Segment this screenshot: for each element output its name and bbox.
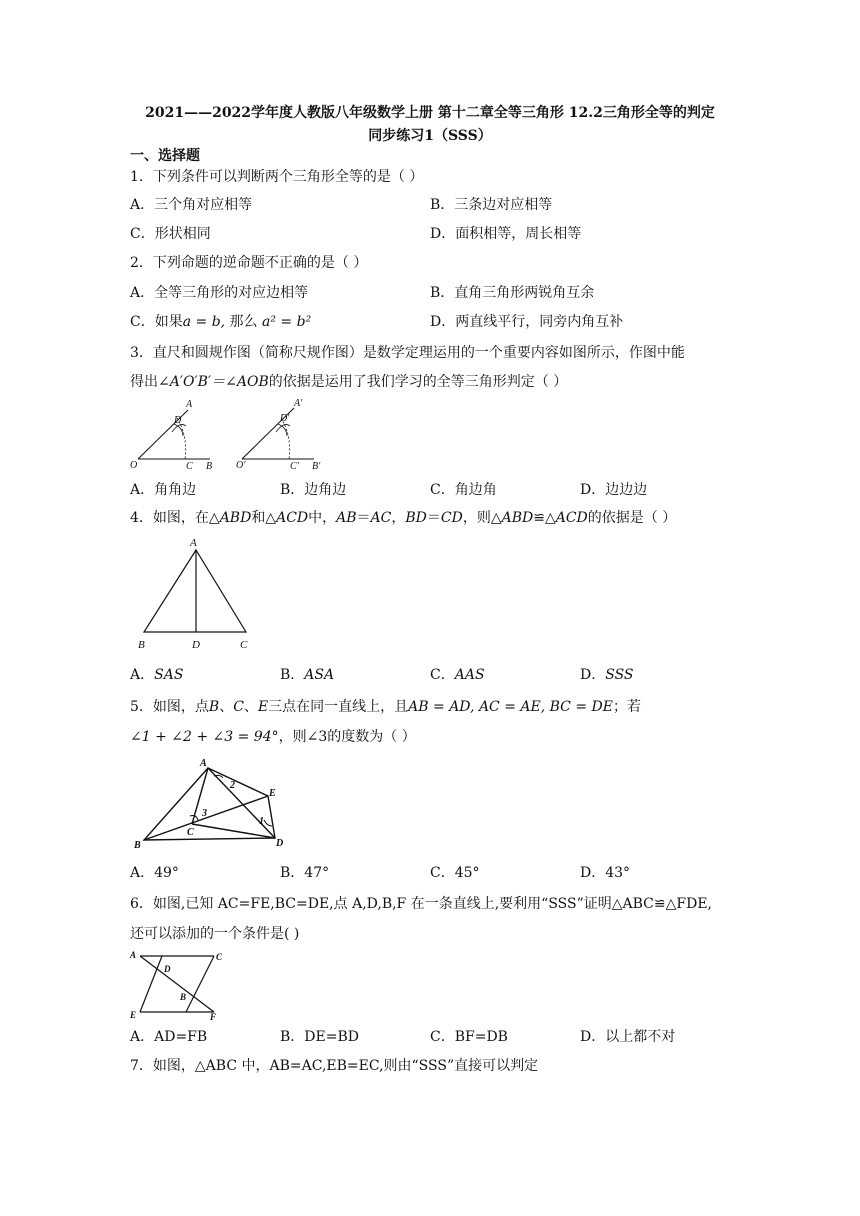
q3-label-A: A: [186, 399, 193, 410]
q6-stem-line2: 还可以添加的一个条件是( ): [130, 926, 300, 942]
q4-stem-math: CD: [440, 510, 463, 526]
q4-option-a: [130, 666, 183, 684]
q2-option-a: A．全等三角形的对应边相等: [130, 285, 309, 301]
q6-label-A: A: [130, 950, 137, 960]
q6-option-c: C．BF=DB: [430, 1029, 508, 1045]
q5-stem-part: ；若: [612, 699, 641, 715]
q2-option-c-math: a = b,: [182, 314, 226, 330]
q5-label-D: D: [276, 838, 284, 849]
q1-option-c: C．形状相同: [130, 226, 211, 242]
q5-label-1: 1: [259, 816, 264, 827]
q2-option-c-math2: a² = b²: [262, 314, 312, 330]
q1-option-d: D．面积相等，周长相等: [430, 226, 582, 242]
q4-stem-part: ≌△: [533, 510, 556, 526]
q3-stem-line2: [130, 373, 567, 391]
q5-stem-part: ，则∠3的度数为（ ）: [278, 729, 416, 745]
q4-option-c-prefix: C．: [430, 667, 455, 683]
q2-option-d: D．两直线平行，同旁内角互补: [430, 314, 624, 330]
q6-label-E: E: [130, 1010, 137, 1020]
q4-option-a-prefix: A．: [130, 667, 155, 683]
q5-label-3: 3: [202, 808, 207, 819]
q3-option-b: B．边角边: [280, 482, 347, 498]
q5-label-A: A: [200, 758, 207, 769]
q4-option-c: [430, 666, 485, 684]
q3-label-D: D: [174, 415, 182, 426]
q4-option-d-prefix: D．: [580, 667, 606, 683]
q5-label-B: B: [134, 840, 141, 851]
q6-figure: [128, 946, 238, 1022]
doc-title-line2: 同步练习1（SSS）: [368, 128, 492, 144]
section-heading: 一、选择题: [130, 148, 200, 164]
q5-stem-part: 5．如图，点: [130, 699, 209, 715]
q6-label-C: C: [216, 952, 223, 962]
q5-option-d: D．43°: [580, 865, 631, 881]
q5-stem-math: C: [233, 699, 244, 715]
q7-stem: 7．如图，△ABC 中，AB=AC,EB=EC,则由“SSS”直接可以判定: [130, 1058, 539, 1074]
q3-option-d: D．边边边: [580, 482, 648, 498]
q5-stem-math: AB = AD, AC = AE, BC = DE: [408, 699, 613, 715]
q4-stem-part: ＝: [426, 510, 441, 526]
q1-stem: 1．下列条件可以判断两个三角形全等的是（ ）: [130, 169, 424, 185]
q5-label-E: E: [269, 788, 276, 799]
q4-option-a-value: SAS: [154, 667, 184, 683]
q6-label-B: B: [180, 992, 187, 1002]
q4-stem-math: ACD: [555, 510, 588, 526]
q3-option-c: C．角边角: [430, 482, 497, 498]
q4-label-C: C: [240, 639, 248, 651]
q4-stem-part: 4．如图，在△: [130, 510, 220, 526]
q4-option-b-prefix: B．: [280, 667, 305, 683]
q4-stem-math: AB: [336, 510, 357, 526]
q2-stem: 2．下列命题的逆命题不正确的是（ ）: [130, 255, 368, 271]
q4-stem-part: ，: [391, 510, 406, 526]
q3-label-C-prime: C′: [290, 461, 299, 472]
q3-stem-math: ∠A′O′B′＝∠AOB: [158, 374, 269, 390]
q3-option-a: A．角角边: [130, 482, 197, 498]
q4-stem-part: ，则△: [462, 510, 502, 526]
q3-stem-line1: 3．直尺和圆规作图（简称尺规作图）是数学定理运用的一个重要内容如图所示，作图中能: [130, 345, 685, 361]
q6-option-d: D．以上都不对: [580, 1029, 676, 1045]
q4-stem-math: AC: [370, 510, 392, 526]
q6-option-b: B．DE=BD: [280, 1029, 359, 1045]
q5-option-a: A．49°: [130, 865, 179, 881]
q3-label-B: B: [206, 461, 213, 472]
q5-stem-math: E: [257, 699, 269, 715]
q4-figure: [134, 536, 264, 654]
q4-stem-part: 和△: [251, 510, 277, 526]
q5-stem-line2: [130, 728, 416, 746]
q6-label-D: D: [164, 964, 171, 974]
q5-label-2: 2: [230, 780, 235, 791]
q6-stem-line1: 6．如图,已知 AC=FE,BC=DE,点 A,D,B,F 在一条直线上,要利用“SSS”证明△ABC≌△FDE,: [130, 896, 713, 912]
q2-option-c: [130, 313, 311, 331]
q5-stem-math: ∠1 + ∠2 + ∠3 = 94°: [130, 729, 279, 745]
q4-stem-math: BD: [405, 510, 427, 526]
q6-label-F: F: [210, 1012, 217, 1022]
q3-label-A-prime: A′: [294, 398, 303, 409]
q4-option-d-value: SSS: [605, 667, 634, 683]
q4-stem-part: 中，: [308, 510, 337, 526]
q4-label-D: D: [192, 639, 200, 651]
q5-stem-math: B: [208, 699, 220, 715]
q3-figure-copy: [232, 396, 432, 474]
q5-stem-line1: [130, 698, 641, 716]
q3-label-C: C: [186, 461, 193, 472]
q4-option-d: [580, 666, 634, 684]
q5-figure: [130, 756, 290, 852]
q3-stem-prefix: 得出: [130, 374, 158, 390]
q1-option-a: A．三个角对应相等: [130, 197, 253, 213]
q3-label-B-prime: B′: [312, 461, 321, 472]
q4-option-c-value: AAS: [454, 667, 485, 683]
q5-option-c: C．45°: [430, 865, 480, 881]
q4-label-A: A: [190, 537, 197, 549]
q4-stem-math: ABD: [501, 510, 534, 526]
q5-option-b: B．47°: [280, 865, 330, 881]
q4-option-b-value: ASA: [304, 667, 335, 683]
q4-stem-part: 的依据是（ ）: [587, 510, 677, 526]
q5-stem-part: 、: [219, 699, 234, 715]
q5-label-C: C: [187, 827, 194, 838]
q2-option-c-mid: 那么: [225, 314, 263, 330]
q3-label-O: O: [130, 460, 138, 471]
q4-stem: [130, 509, 676, 527]
q4-label-B: B: [138, 639, 145, 651]
q4-option-b: [280, 666, 334, 684]
doc-title-line1: 2021——2022学年度人教版八年级数学上册 第十二章全等三角形 12.2三角形全等的判定: [145, 105, 715, 121]
q6-option-a: A．AD=FB: [130, 1029, 208, 1045]
q3-label-O-prime: O′: [236, 460, 246, 471]
q5-stem-part: 三点在同一直线上，且: [268, 699, 409, 715]
q2-option-b: B．直角三角形两锐角互余: [430, 285, 595, 301]
q5-stem-part: 、: [243, 699, 258, 715]
q4-stem-math: ACD: [276, 510, 309, 526]
q1-option-b: B．三条边对应相等: [430, 197, 553, 213]
q3-label-D-prime: D′: [280, 413, 290, 424]
q3-stem-suffix: 的依据是运用了我们学习的全等三角形判定（ ）: [268, 374, 568, 390]
q4-stem-part: ＝: [356, 510, 371, 526]
q4-stem-math: ABD: [219, 510, 252, 526]
q2-option-c-prefix: C．如果: [130, 314, 183, 330]
